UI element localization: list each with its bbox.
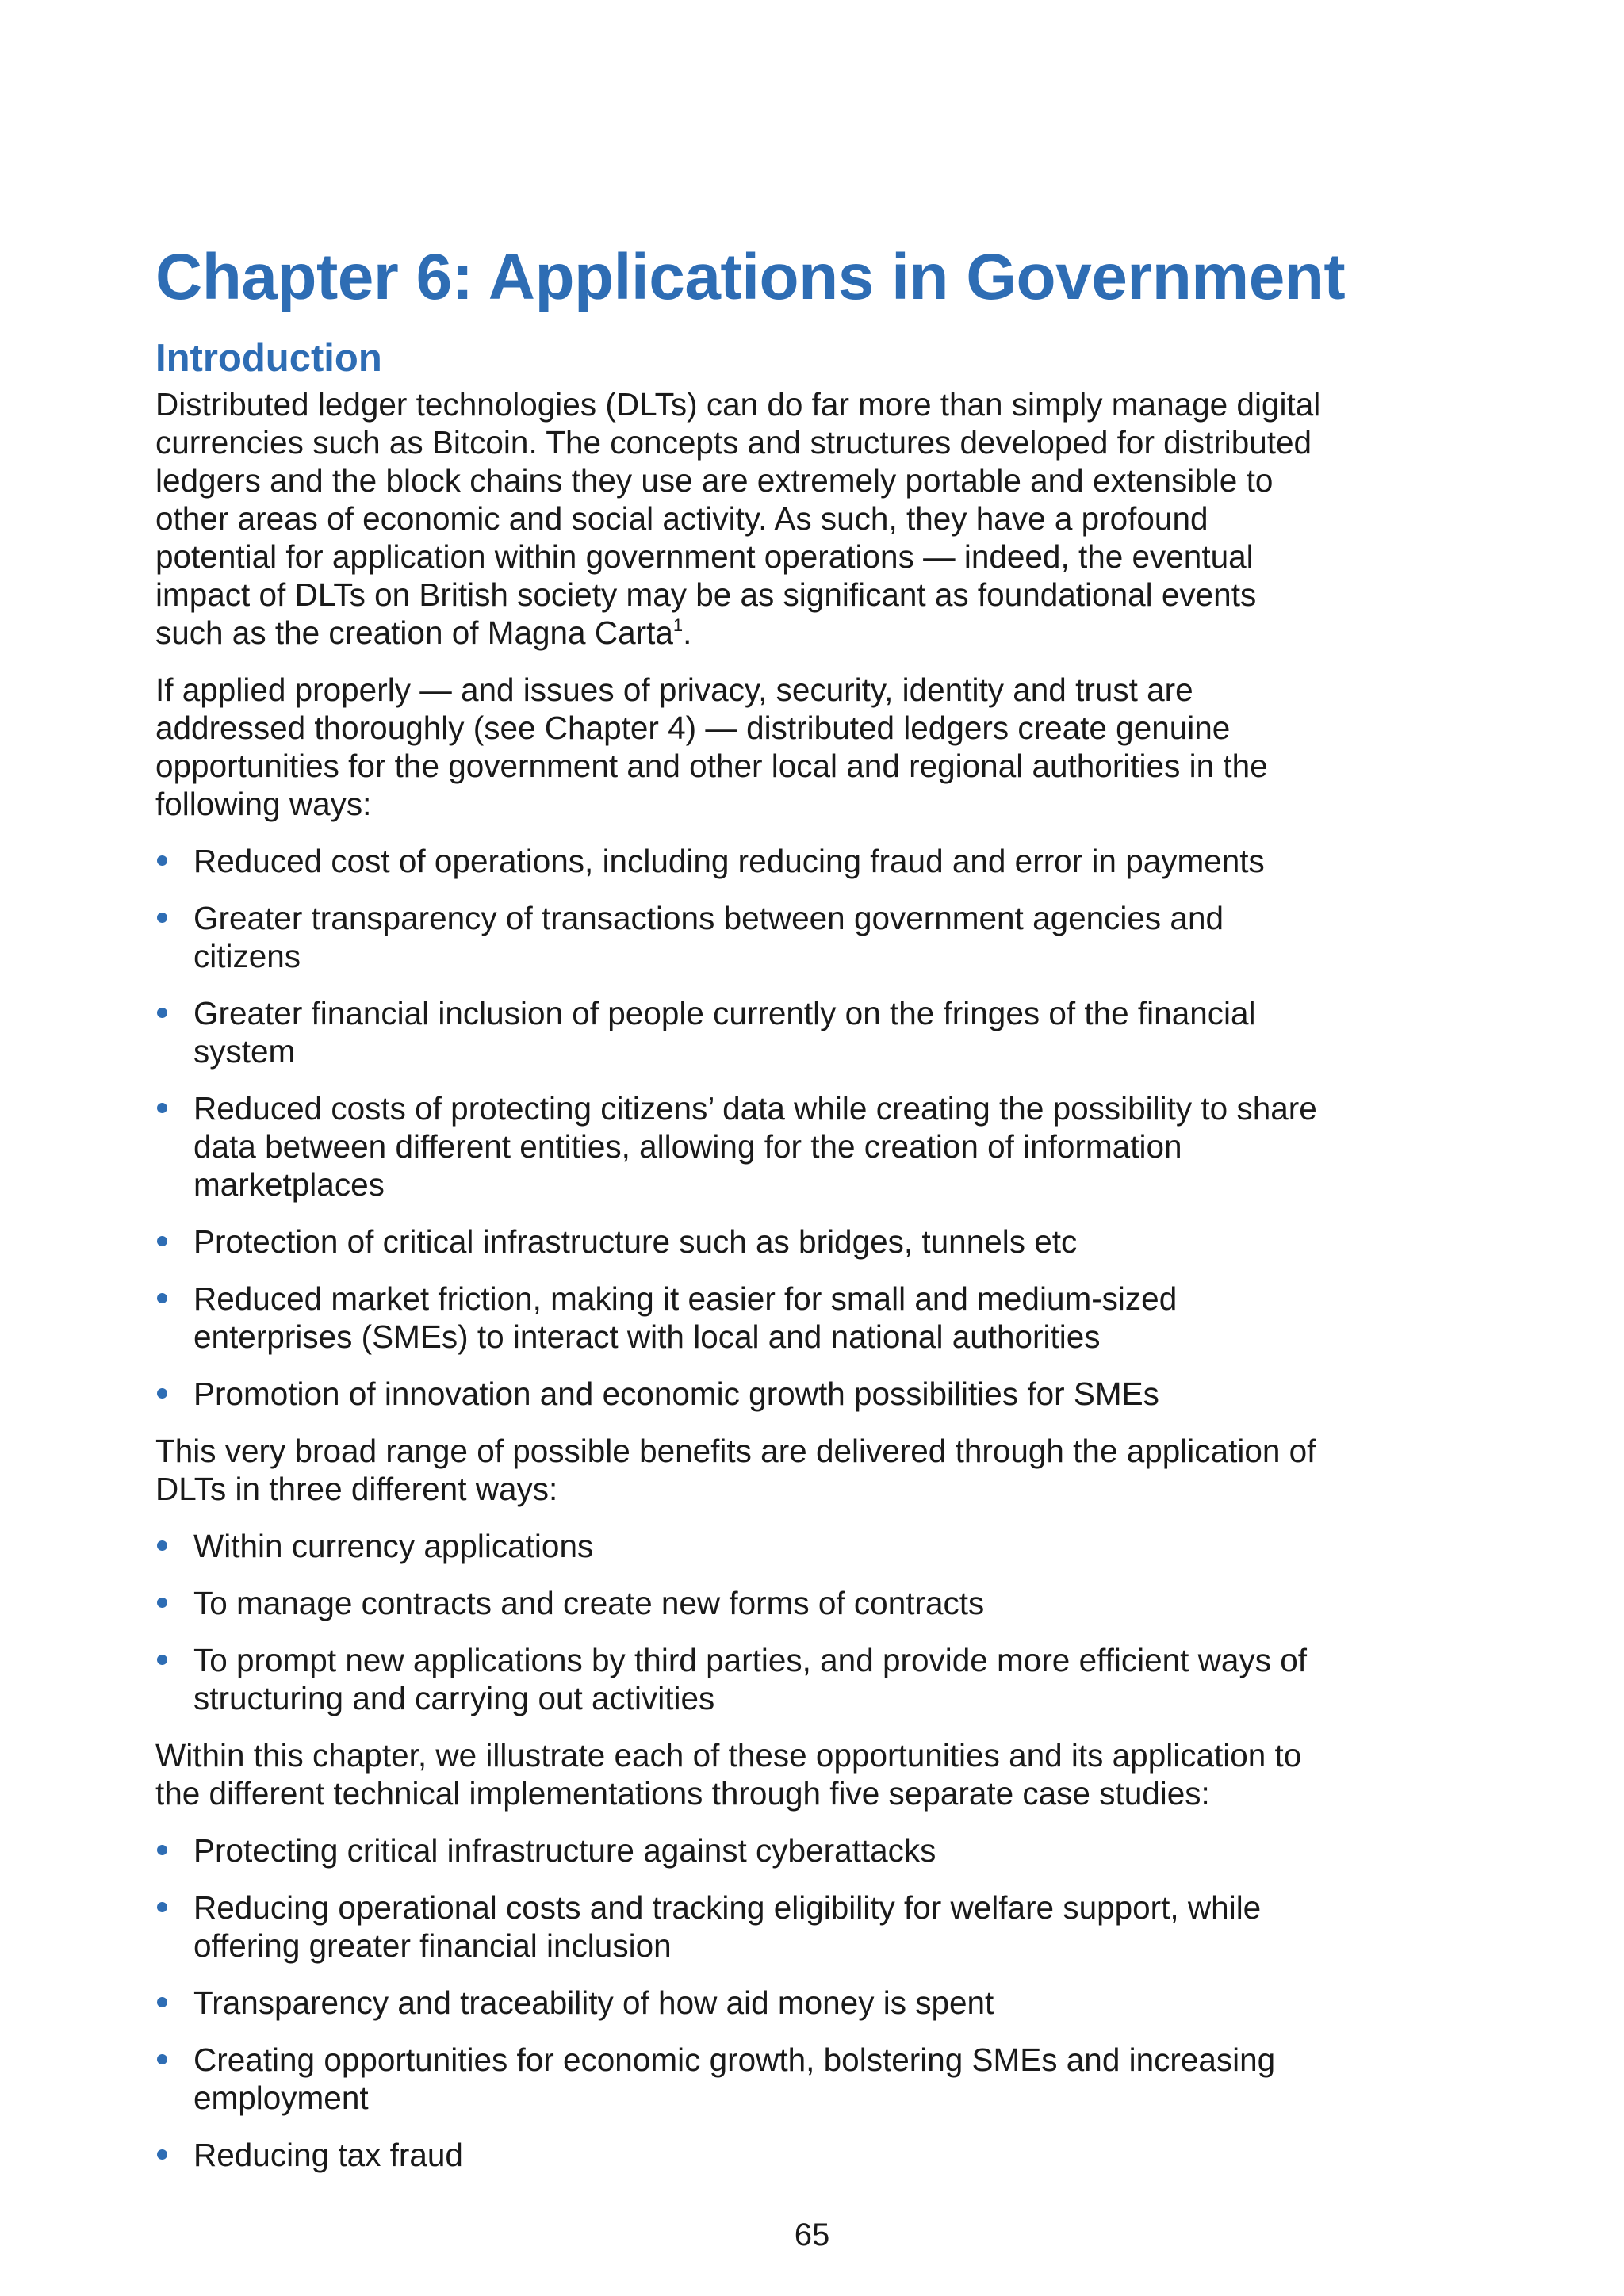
bullet-icon (157, 2149, 167, 2160)
list-item (155, 1280, 1329, 1356)
list-item-text: Reduced market friction, making it easier for small and medium-sized enterprises (SMEs) to interact with local and national authorities (193, 1280, 1178, 1355)
page-number: 65 (794, 2218, 830, 2252)
bullet-icon (157, 1655, 167, 1665)
list-item-text: Reduced costs of protecting citizens’ data while creating the possibility to share data between different entities, allowing for the creation of information marketplaces (193, 1090, 1317, 1203)
list-item-text: Greater financial inclusion of people currently on the fringes of the financial system (193, 995, 1256, 1070)
case-studies-list (155, 1831, 1329, 2174)
bullet-icon (157, 1103, 167, 1113)
list-item-text: To prompt new applications by third parties, and provide more efficient ways of structuring and carrying out activities (193, 1642, 1307, 1716)
list-item-text: Promotion of innovation and economic growth possibilities for SMEs (193, 1376, 1159, 1412)
list-item (155, 994, 1329, 1070)
list-item (155, 1089, 1329, 1203)
bullet-icon (157, 1008, 167, 1018)
list-item-text: Reducing operational costs and tracking eligibility for welfare support, while offering greater financial inclusion (193, 1889, 1262, 1964)
list-item-text: Protection of critical infrastructure such as bridges, tunnels etc (193, 1223, 1078, 1260)
bullet-icon (157, 1845, 167, 1855)
footnote-marker[interactable]: 1 (672, 615, 684, 635)
list-item (155, 1527, 1329, 1565)
opportunities-intro-paragraph: If applied properly — and issues of privacy, security, identity and trust are addressed thoroughly (see Chapter 4) — distributed ledgers create genuine opportunities for the government and other local and regional authorities in the following ways: (155, 672, 1268, 822)
bullet-icon (157, 1388, 167, 1399)
list-item-text: Reduced cost of operations, including reducing fraud and error in payments (193, 843, 1265, 879)
bullet-icon (157, 1902, 167, 1912)
list-item-text: Greater transparency of transactions between government agencies and citizens (193, 900, 1224, 974)
opportunities-list (155, 842, 1329, 1413)
bullet-icon (157, 1293, 167, 1303)
chapter-title: Chapter 6: Applications in Government (155, 241, 1346, 313)
ways-list (155, 1527, 1329, 1717)
list-item (155, 2041, 1329, 2117)
list-item (155, 1641, 1329, 1717)
bullet-icon (157, 1236, 167, 1246)
list-item (155, 842, 1329, 880)
list-item (155, 1584, 1329, 1622)
bullet-icon (157, 913, 167, 923)
list-item (155, 2136, 1329, 2174)
bullet-icon (157, 1997, 167, 2007)
list-item-text: Within currency applications (193, 1528, 594, 1564)
list-item (155, 1375, 1329, 1413)
list-item-text: Reducing tax fraud (193, 2137, 463, 2173)
list-item-text: To manage contracts and create new forms of contracts (193, 1585, 985, 1621)
list-item-text: Protecting critical infrastructure against cyberattacks (193, 1832, 936, 1869)
bullet-icon (157, 1598, 167, 1608)
intro-paragraph-text: Distributed ledger technologies (DLTs) can do far more than simply manage digital currencies such as Bitcoin. The concepts and structures developed for distributed ledgers and the block chains they use are extremely portable and extensible to other areas of economic and social activity. As such, they have a profound potential for application within government operations — indeed, the eventual impact of DLTs on British society may be as significant as foundational events such as the creation of Magna Carta (155, 386, 1321, 651)
bullet-icon (157, 2054, 167, 2064)
case-studies-intro-paragraph: Within this chapter, we illustrate each of these opportunities and its application to the different technical implementations through five separate case studies: (155, 1737, 1302, 1812)
intro-paragraph (155, 385, 1329, 652)
section-heading-introduction: Introduction (155, 337, 382, 380)
list-item (155, 1888, 1329, 1965)
list-item (155, 899, 1329, 975)
list-item (155, 1984, 1329, 2022)
list-item-text: Transparency and traceability of how aid money is spent (193, 1984, 994, 2021)
list-item-text: Creating opportunities for economic growth, bolstering SMEs and increasing employment (193, 2042, 1276, 2116)
intro-paragraph-end: . (683, 614, 692, 651)
bullet-icon (157, 855, 167, 866)
ways-intro-paragraph: This very broad range of possible benefits are delivered through the application of DLTs in three different ways: (155, 1433, 1316, 1507)
list-item (155, 1223, 1329, 1261)
page-content (155, 238, 1346, 2193)
bullet-icon (157, 1540, 167, 1551)
list-item (155, 1831, 1329, 1869)
